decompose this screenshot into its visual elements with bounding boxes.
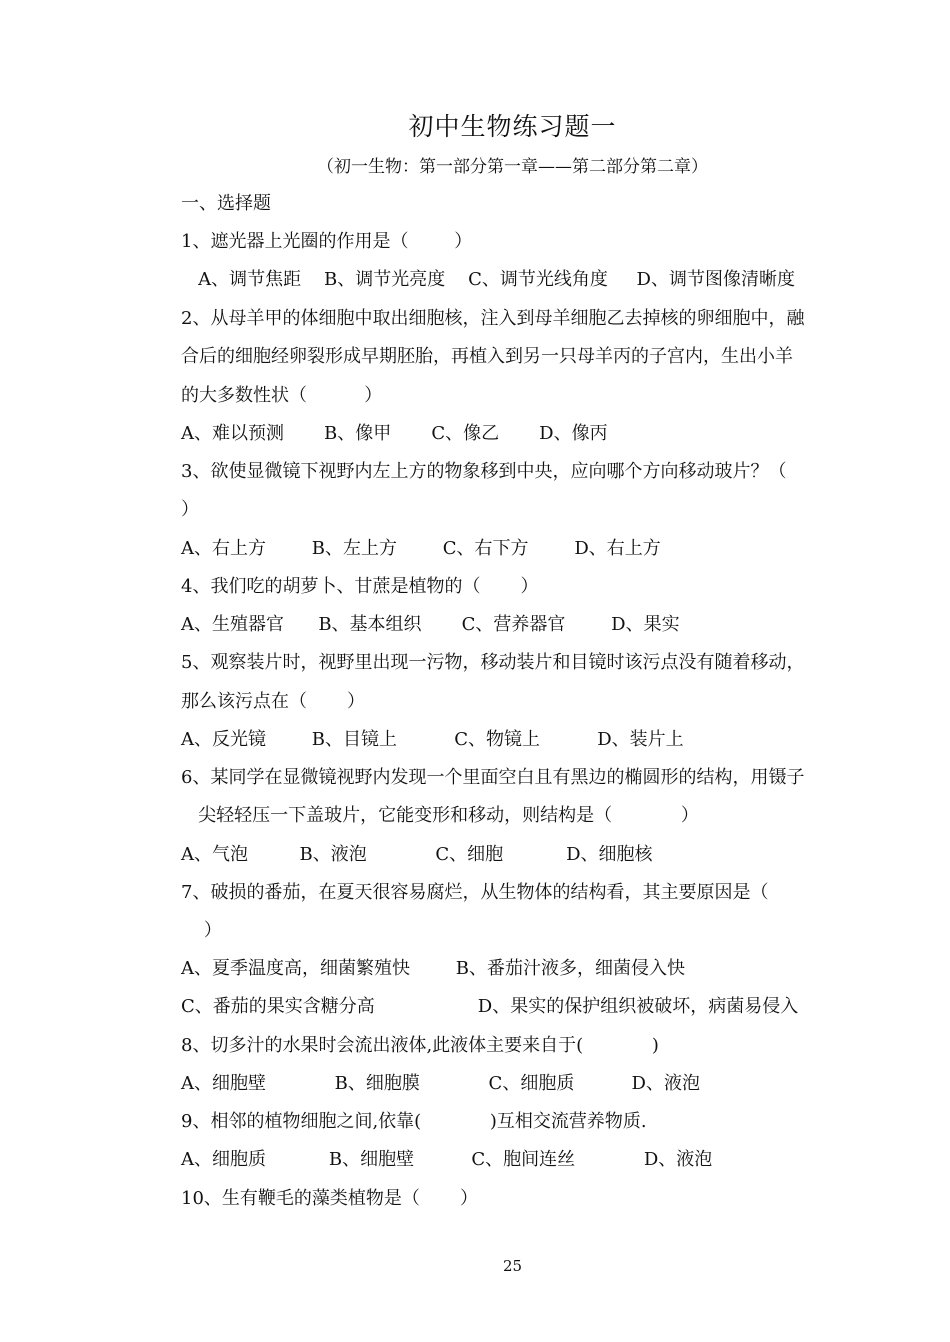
option-line: A、调节焦距 B、调节光亮度 C、调节光线角度 D、调节图像清晰度 <box>181 269 795 290</box>
option-line: A、右上方 B、左上方 C、右下方 D、右上方 <box>181 538 661 559</box>
option-line: A、细胞质 B、细胞壁 C、胞间连丝 D、液泡 <box>181 1149 713 1170</box>
page-subtitle: （初一生物：第一部分第一章——第二部分第二章） <box>317 157 708 177</box>
question-line: 1、遮光器上光圈的作用是（ ） <box>181 231 473 252</box>
option-line: A、夏季温度高，细菌繁殖快 B、番茄汁液多，细菌侵入快 <box>181 958 685 979</box>
question-line: 8、切多汁的水果时会流出液体,此液体主要来自于( ) <box>181 1035 659 1056</box>
question-line: 尖轻轻压一下盖玻片，它能变形和移动，则结构是（ ） <box>181 805 699 826</box>
question-line: 3、欲使显微镜下视野内左上方的物象移到中央，应向哪个方向移动玻片？（ <box>181 461 787 482</box>
question-line: 7、破损的番茄，在夏天很容易腐烂，从生物体的结构看，其主要原因是（ <box>181 882 769 903</box>
question-line: 10、生有鞭毛的藻类植物是（ ） <box>181 1188 478 1209</box>
question-line: ） <box>181 499 199 520</box>
question-line: 6、某同学在显微镜视野内发现一个里面空白且有黑边的椭圆形的结构，用镊子 <box>181 767 805 788</box>
option-line: A、生殖器官 B、基本组织 C、营养器官 D、果实 <box>181 614 680 635</box>
option-line: A、气泡 B、液泡 C、细胞 D、细胞核 <box>181 844 653 865</box>
question-line: 4、我们吃的胡萝卜、甘蔗是植物的（ ） <box>181 576 539 597</box>
question-line: 合后的细胞经卵裂形成早期胚胎，再植入到另一只母羊丙的子宫内，生出小羊 <box>181 346 793 367</box>
option-line: A、反光镜 B、目镜上 C、物镜上 D、装片上 <box>181 729 684 750</box>
question-line: 5、观察装片时，视野里出现一污物，移动装片和目镜时该污点没有随着移动， <box>181 652 805 673</box>
page-title: 初中生物练习题一 <box>408 112 617 141</box>
question-line: 的大多数性状（ ） <box>181 385 383 406</box>
page-number: 25 <box>502 1257 523 1275</box>
option-line: A、细胞壁 B、细胞膜 C、细胞质 D、液泡 <box>181 1073 700 1094</box>
section-heading: 一、选择题 <box>181 193 271 214</box>
question-line: 2、从母羊甲的体细胞中取出细胞核，注入到母羊细胞乙去掉核的卵细胞中，融 <box>181 308 805 329</box>
question-line: ） <box>181 920 222 941</box>
option-line: A、难以预测 B、像甲 C、像乙 D、像丙 <box>181 423 608 444</box>
option-line: C、番茄的果实含糖分高 D、果实的保护组织被破坏，病菌易侵入 <box>181 996 799 1017</box>
question-line: 9、相邻的植物细胞之间,依靠( )互相交流营养物质. <box>181 1111 647 1132</box>
question-line: 那么该污点在（ ） <box>181 691 366 712</box>
